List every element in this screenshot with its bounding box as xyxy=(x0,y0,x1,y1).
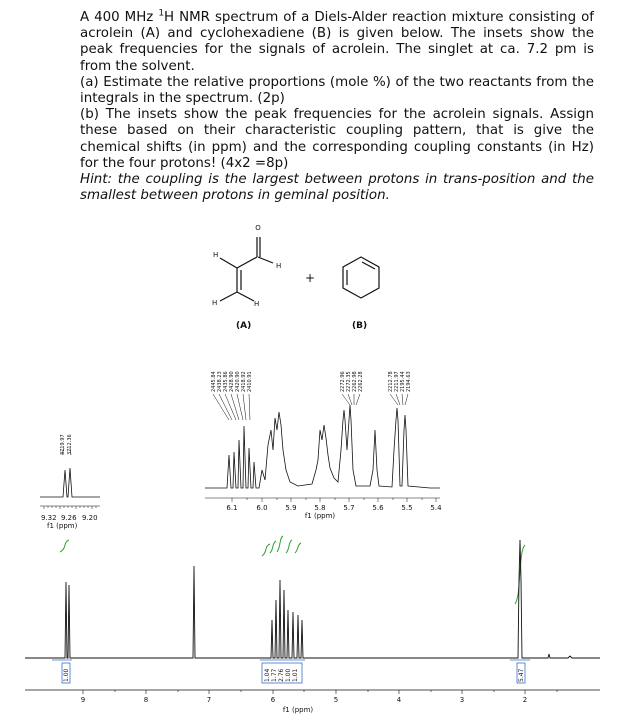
tick-label: 4 xyxy=(396,696,402,704)
inset-large-trace xyxy=(205,405,440,488)
tick-label: 5.7 xyxy=(343,504,355,512)
main-spectrum-trace xyxy=(25,540,600,658)
tick-label: 5.5 xyxy=(401,504,413,512)
peak-label: 2420.90 xyxy=(235,371,241,392)
tick-label: 5.9 xyxy=(285,504,297,512)
peak-label: 2272.35 xyxy=(346,371,352,392)
question-part-b: (b) The insets show the peak frequencies for the acrolein signals. Assign these based on their characteristic coupling pattern, that is give the chemical shifts (in ppm) and the corresponding coupling constants (in Hz) for the four protons! (4x2 =8p) xyxy=(80,107,594,171)
integral-value: 5.47 xyxy=(518,668,525,682)
inset-small xyxy=(40,434,100,530)
acrolein-structure xyxy=(220,237,273,301)
inset-large xyxy=(205,371,442,520)
integral-value: 1.00 xyxy=(63,668,70,682)
peak-label: 2262.28 xyxy=(358,371,364,392)
question-part-a: (a) Estimate the relative proportions (mole %) of the two reactants from the integrals in the spectrum. (2p) xyxy=(80,74,594,107)
tick-label: 9.20 xyxy=(82,514,98,522)
tick-label: 6.0 xyxy=(256,504,268,512)
integral-value: 1.00 xyxy=(285,668,292,682)
tick-label: 9.32 xyxy=(41,514,57,522)
tick-label: 2 xyxy=(522,696,528,704)
h-atom: H xyxy=(276,262,282,270)
tick-label: 9 xyxy=(80,696,86,704)
label-a: (A) xyxy=(236,321,252,331)
plus-sign: + xyxy=(305,271,316,285)
tick-label: 9.26 xyxy=(61,514,77,522)
integral-value: 1.04 xyxy=(264,668,271,682)
h-atom: H xyxy=(212,299,218,307)
tick-label: 5 xyxy=(333,696,339,704)
peak-label: 3712.36 xyxy=(67,434,73,455)
peak-label: 2445.84 xyxy=(211,371,217,392)
tick-label: 5.4 xyxy=(430,504,442,512)
tick-label: 5.8 xyxy=(314,504,326,512)
peak-label: 2428.90 xyxy=(229,371,235,392)
tick-label: 3 xyxy=(459,696,465,704)
peak-label: 2262.98 xyxy=(352,371,358,392)
integral-value: 2.76 xyxy=(278,668,285,682)
axis-label: f1 (ppm) xyxy=(304,512,336,520)
peak-label: 3719.97 xyxy=(60,434,66,455)
peak-label: 2211.97 xyxy=(394,371,400,392)
peak-label: 2435.86 xyxy=(223,371,229,392)
question-hint: Hint: the coupling is the largest between protons in trans-position and the smallest between protons in geminal position. xyxy=(80,172,594,204)
peak-label: 2195.44 xyxy=(400,371,406,392)
h-atom: H xyxy=(213,251,219,259)
peak-label: 2272.96 xyxy=(340,371,346,392)
peak-label: 2212.78 xyxy=(388,371,394,392)
tick-label: 5.6 xyxy=(372,504,384,512)
tick-label: 6.1 xyxy=(226,504,238,512)
tick-label: 7 xyxy=(206,696,212,704)
inset-small-trace xyxy=(40,468,100,497)
axis-label: f1 (ppm) xyxy=(47,522,78,530)
axis-label: f1 (ppm) xyxy=(282,706,314,714)
peak-label: 2410.91 xyxy=(247,371,253,392)
oxygen-atom: O xyxy=(255,224,261,232)
h-atom: H xyxy=(254,300,260,308)
peak-label: 2194.63 xyxy=(406,371,412,392)
cyclohexadiene-structure xyxy=(343,257,379,298)
tick-label: 8 xyxy=(143,696,149,704)
integral-value: 1.01 xyxy=(292,668,299,682)
peak-label: 2418.92 xyxy=(241,371,247,392)
question-intro: A 400 MHz $^1$H NMR spectrum of a Diels-Alder reaction mixture consisting of acrolein (A) and cyclohexadiene (B) is given below. The insets show the peak frequencies for the signals of acrolein. The singlet at ca. 7.2 pm is from the solvent. xyxy=(80,8,595,74)
label-b: (B) xyxy=(352,321,368,331)
integral-value: 1.77 xyxy=(271,668,278,682)
peak-label: 2438.23 xyxy=(217,371,223,392)
integral-curves xyxy=(60,536,525,604)
tick-label: 6 xyxy=(270,696,276,704)
